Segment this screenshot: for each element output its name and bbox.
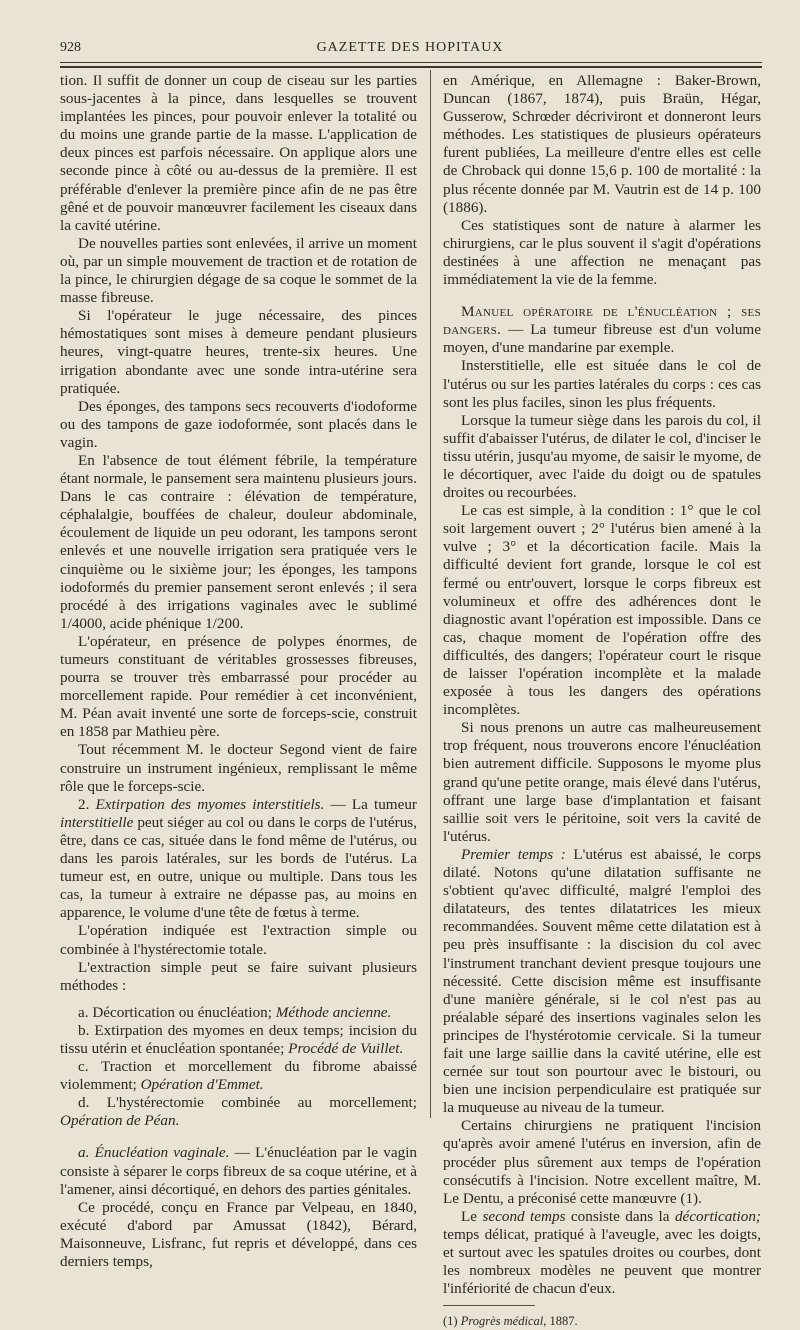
paragraph: Si l'opérateur le juge nécessaire, des pinces hémostatiques sont mises à demeure pendant plusieurs heures, vingt-quatre heures, trente-six heures. Une irrigation abondante avec une sonde intra-utérine sera pratiquée. <box>60 307 417 397</box>
paragraph: Si nous prenons un autre cas malheureusement trop fréquent, nous trouverons encore l'énucléation bien autrement difficile. Supposons le myome plus grand qu'une petite orange, mais élevé dans l'utérus, offrant une large base d'implantation et faisant saillie soit vers le péritoine, soit vers la cavité de l'utérus. <box>443 719 761 845</box>
paragraph: Le second temps consiste dans la décortication; temps délicat, pratiqué à l'aveugle, avec les doigts, et surtout avec les spatules droites ou courbes, dont les nombreux modèles ne peuvent que montrer l'infériorité de chacun d'eux. <box>443 1207 761 1298</box>
right-column <box>443 72 761 1330</box>
section-number: 2. <box>78 795 90 813</box>
paragraph: De nouvelles parties sont enlevées, il arrive un moment où, par un simple mouvement de traction et de rotation de la pince, le chirurgien dégage de sa coque le sommet de la masse fibreuse. <box>60 234 417 307</box>
step-title: Premier temps : <box>461 845 566 863</box>
running-title: GAZETTE DES HOPITAUX <box>316 40 504 55</box>
paragraph: Lorsque la tumeur siège dans les parois du col, il suffit d'abaisser l'utérus, de dilater le col, d'inciser le tissu utérin, jusqu'au myome, de saisir le myome, de le décortiquer, avec l'aide du doigt ou de spatules droites ou recourbées. <box>443 411 761 502</box>
page-header <box>60 40 760 62</box>
list-item: b. Extirpation des myomes en deux temps; incision du tissu utérin et énucléation spontanée; Procédé de Vuillet. <box>60 1021 417 1057</box>
section-title: Extirpation des myomes interstitiels. <box>95 795 325 813</box>
footnote: (1) Progrès médical, 1887. <box>443 1314 578 1329</box>
page-number: 928 <box>60 40 81 55</box>
list-item: a. Décortication ou énucléation; Méthode ancienne. <box>78 1003 392 1021</box>
section-paragraph: a. Énucléation vaginale. — L'énucléation par le vagin consiste à séparer le corps fibreux de sa coque utérine, et à l'amener, ainsi décortiqué, en dehors des parties génitales. <box>60 1144 418 1198</box>
paragraph: Certains chirurgiens ne pratiquent l'incision qu'après avoir amené l'utérus en inversion, afin de procéder plus sûrement aux temps de l'opération consécutifs à l'incision. Notre excellent maître, M. Le Dentu, a préconisé cette manœuvre (1). <box>443 1117 761 1207</box>
paragraph: Premier temps : L'utérus est abaissé, le corps dilaté. Notons qu'une dilatation suffisante ne s'obtient qu'avec difficulté, malgré l'emploi des dilatateurs, des tentes dilatatrices les mieux recommandées. Souvent même cette dilatation est à peu près insuffisante : la discision du col avec l'instrument tranchant devient presque toujours une nécessité. Cette discision même est insuffisante d'une manière générale, si le col n'est pas au préalable séparé des insertions vaginales selon les principes de l'hystérotomie cervicale. Si la tumeur fait une large saillie dans la cavité utérine, elle est cernée sur tout son pourtour avec le bistouri, ou bien une incision perpendiculaire est pratiquée sur la muqueuse au niveau de la tumeur. <box>443 845 761 1117</box>
footnote-rule <box>443 1305 535 1306</box>
paragraph: tion. Il suffit de donner un coup de ciseau sur les parties sous-jacentes à la pince, dans lesquelles se trouvent implantées les pinces, pour pouvoir enlever la totalité ou du moins une grande partie de la masse. L'application de deux pinces est parfois nécessaire. On applique alors une seconde pince à côté ou au-dessus de la première. Il est préférable d'enlever la première pince afin de ne pas être gêné et de pouvoir manœuvrer facilement les ciseaux dans la cavité utérine. <box>60 72 417 234</box>
section-paragraph: 2. Extirpation des myomes interstitiels. — La tumeur interstitielle peut siéger au col ou dans le corps de l'utérus, être, dans ce cas, située dans le fond même de l'utérus, ou dans les parois latérales, sur les bords de l'utérus. La tumeur est, en outre, unique ou multiple. Dans tous les cas, la tumeur à extraire ne dépasse pas, au moins en apparence, le volume d'une tête de fœtus à terme. <box>60 795 417 922</box>
left-column <box>60 72 417 1271</box>
paragraph: L'opération indiquée est l'extraction simple ou combinée à l'hystérectomie totale. <box>60 922 417 958</box>
list-item: c. Traction et morcellement du fibrome abaissé violemment; Opération d'Emmet. <box>60 1058 417 1094</box>
header-rule-thick <box>60 66 762 68</box>
paragraph: L'opérateur, en présence de polypes énormes, de tumeurs constituant de véritables grossesses fibreuses, pourra se trouver très embarrassé pour procéder au morcellement rapide. Pour remédier à cet inconvénient, M. Péan avait inventé une sorte de forceps-scie, construit en 1858 par Mathieu père. <box>60 632 417 741</box>
section-title: a. Énucléation vaginale. <box>78 1144 230 1162</box>
section-title: Manuel opératoire de l'énucléation ; ses dangers. <box>443 303 761 339</box>
section-paragraph: Manuel opératoire de l'énucléation ; ses dangers. — La tumeur fibreuse est d'un volume moyen, d'une mandarine par exemple. <box>443 303 761 357</box>
paragraph: Ces statistiques sont de nature à alarmer les chirurgiens, car le plus souvent il s'agit d'opérations destinées à une affection ne menaçant pas immédiatement la vie de la femme. <box>443 216 761 289</box>
paragraph: Insterstitielle, elle est située dans le col de l'utérus ou sur les parties latérales du corps : ces cas sont les plus faciles, sinon les plus fréquents. <box>443 357 761 411</box>
header-rule <box>60 62 762 63</box>
paragraph: en Amérique, en Allemagne : Baker-Brown, Duncan (1867, 1874), puis Braün, Hégar, Gusserow, Schrœder décriviront et donneront leurs méthodes. Les statistiques de plusieurs opérateurs furent publiées, La meilleure d'entre elles est celle de Chroback qui donne 15,6 p. 100 de mortalité : la plus récente donnée par M. Vautrin est de 14 p. 100 (1886). <box>443 72 761 216</box>
paragraph: Ce procédé, conçu en France par Velpeau, en 1840, exécuté d'abord par Amussat (1842), Bérard, Maisonneuve, Lisfranc, fut repris et développé, dans ces derniers temps, <box>60 1198 417 1270</box>
column-divider <box>430 70 431 1118</box>
paragraph: Tout récemment M. le docteur Segond vient de faire construire un instrument ingénieux, remplissant le même rôle que le forceps-scie. <box>60 741 417 795</box>
paragraph: En l'absence de tout élément fébrile, la température étant normale, le pansement sera maintenu plusieurs jours. Dans le cas contraire : élévation de température, céphalalgie, bouffées de chaleur, douleur abdominale, écoulement de liquide un peu odorant, les tampons seront enlevés et une nouvelle irrigation sera pratiquée vers le cinquième ou le sixième jour; les éponges, les tampons iodoformés du premier pansement seront enlevés ; il sera procédé à des irrigations vaginales avec le sublimé 1/4000, acide phénique 1/200. <box>60 451 417 632</box>
list-item: d. L'hystérectomie combinée au morcellement; Opération de Péan. <box>60 1094 417 1130</box>
paragraph: L'extraction simple peut se faire suivant plusieurs méthodes : <box>60 958 417 994</box>
paragraph: Le cas est simple, à la condition : 1° que le col soit largement ouvert ; 2° l'utérus bien amené à la vulve ; 3° et la décortication facile. Mais la difficulté devient fort grande, lorsque le col est fermé ou entr'ouvert, lorsque le corps fibreux est volumineux et offre des adhérences dont le diagnostic avant l'opération est impossible. Dans ce cas, chaque moment de l'opération offre des difficultés, des dangers; l'opérateur court le risque de laisser l'opération incomplète et la malade exposée à tous les dangers des opérations incomplètes. <box>443 502 761 719</box>
paragraph: Des éponges, des tampons secs recouverts d'iodoforme ou des tampons de gaze iodoformée, sont placés dans le vagin. <box>60 397 417 451</box>
